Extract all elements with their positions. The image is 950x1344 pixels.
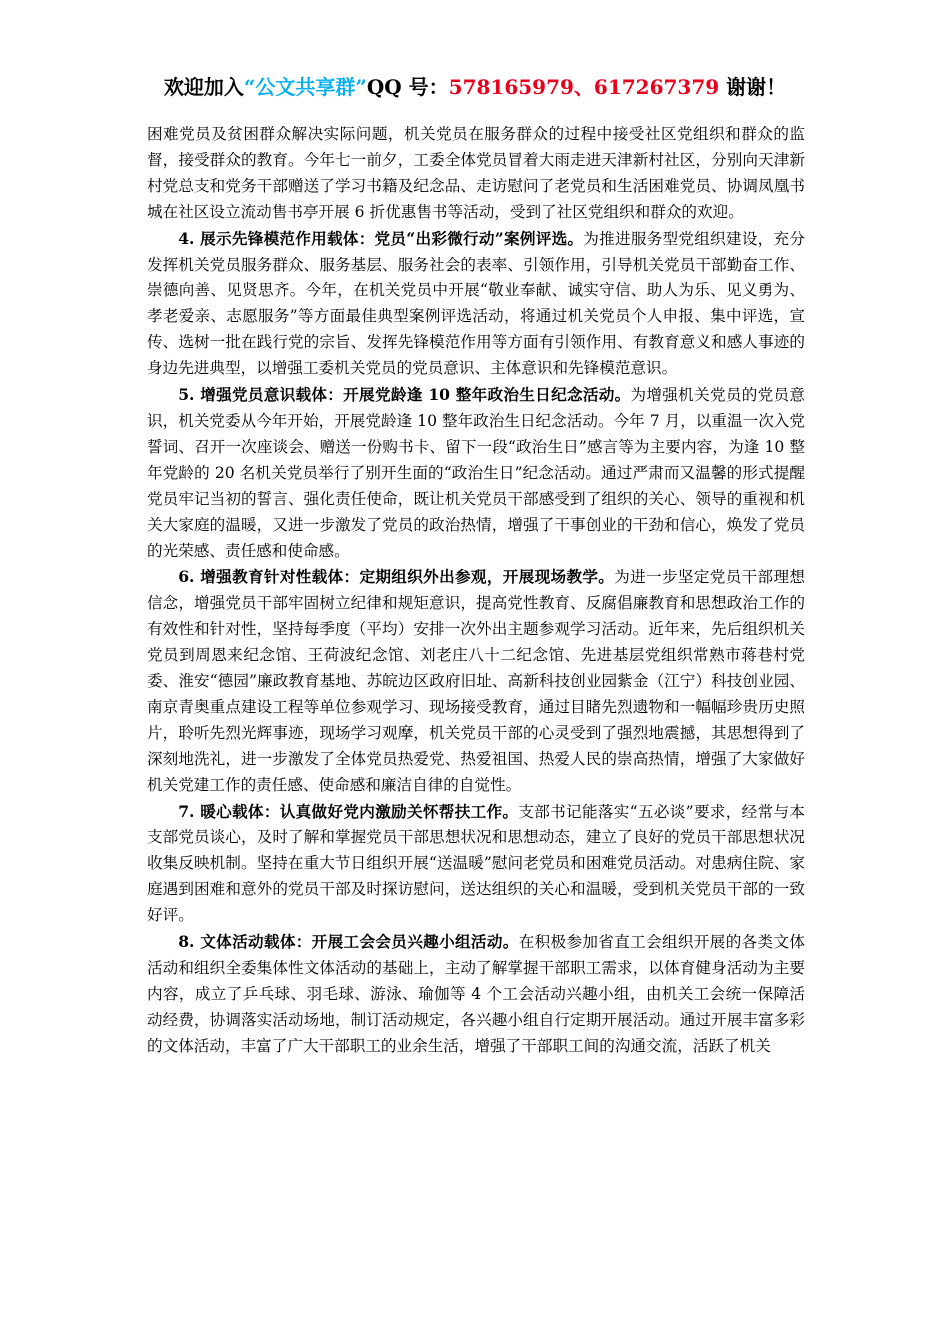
paragraph-text: 为推进服务型党组织建设，充分发挥机关党员服务群众、服务基层、服务社会的表率、引领作用，引导机关党员干部勤奋工作、崇德向善、见贤思齐。今年，在机关党员中开展“敬业奉献、诚实守信、助人为乐、见义勇为、孝老爱亲、志愿服务”等方面最佳典型案例评选活动，将通过机关党员个人申报、集中评选，宣传、选树一批在践行党的宗旨、发挥先锋模范作用等方面有引领作用、有教育意义和感人事迹的身边先进典型，以增强工委机关党员的党员意识、主体意识和先锋模范意识。 (147, 229, 805, 378)
paragraph-item-8 (147, 929, 805, 1060)
paragraph-text: 为进一步坚定党员干部理想信念，增强党员干部牢固树立纪律和规矩意识，提高党性教育、反腐倡廉教育和思想政治工作的有效性和针对性，坚持每季度（平均）安排一次外出主题参观学习活动。近年来，先后组织机关党员到周恩来纪念馆、王荷波纪念馆、刘老庄八十二纪念馆、先进基层党组织常熟市蒋巷村党委、淮安“德园”廉政教育基地、苏皖边区政府旧址、高新科技创业园紫金（江宁）科技创业园、南京青奥重点建设工程等单位参观学习、现场接受教育，通过目睹先烈遗物和一幅幅珍贵历史照片，聆听先烈光辉事迹，现场学习观摩，机关党员干部的心灵受到了强烈地震撼，其思想得到了深刻地洗礼，进一步激发了全体党员热爱党、热爱祖国、热爱人民的崇高热情，增强了大家做好机关党建工作的责任感、使命感和廉洁自律的自觉性。 (147, 568, 805, 794)
paragraph-heading: 6. 增强教育针对性载体：定期组织外出参观，开展现场教学。 (178, 567, 615, 587)
header-qq-numbers: 578165979、617267379 (448, 75, 720, 99)
header-suffix: 谢谢！ (719, 75, 787, 99)
header-qq-label: QQ 号： (366, 75, 449, 99)
document-body (147, 122, 805, 1060)
paragraph-heading: 7. 暖心载体：认真做好党内激励关怀帮扶工作。 (178, 801, 519, 821)
paragraph-heading: 5. 增强党员意识载体：开展党龄逢 10 整年政治生日纪念活动。 (178, 385, 631, 405)
paragraph-item-4 (147, 226, 805, 382)
header-prefix: 欢迎加入 (163, 75, 244, 99)
paragraph-heading: 4. 展示先锋模范作用载体：党员“出彩微行动”案例评选。 (178, 228, 584, 248)
paragraph-text: 困难党员及贫困群众解决实际问题，机关党员在服务群众的过程中接受社区党组织和群众的监督，接受群众的教育。今年七一前夕，工委全体党员冒着大雨走进天津新村社区，分别向天津新村党总支和党务干部赠送了学习书籍及纪念品、走访慰问了老党员和生活困难党员、协调凤凰书城在社区设立流动售书亭开展 6 折优惠售书等活动，受到了社区党组织和群众的欢迎。 (147, 125, 805, 221)
paragraph-heading: 8. 文体活动载体：开展工会会员兴趣小组活动。 (178, 932, 519, 952)
paragraph-text: 在积极参加省直工会组织开展的各类文体活动和组织全委集体性文体活动的基础上，主动了解掌握干部职工需求，以体育健身活动为主要内容，成立了乒乓球、羽毛球、游泳、瑜伽等 4 个工会活动兴趣小组，由机关工会统一保障活动经费，协调落实活动场地，制订活动规定，各兴趣小组自行定期开展活动。通过开展丰富多彩的文体活动，丰富了广大干部职工的业余生活，增强了干部职工间的沟通交流，活跃了机关 (147, 933, 805, 1055)
paragraph-continued (147, 122, 805, 226)
paragraph-text: 为增强机关党员的党员意识，机关党委从今年开始，开展党龄逢 10 整年政治生日纪念活动。今年 7 月，以重温一次入党誓词、召开一次座谈会、赠送一份购书卡、留下一段“政治生日”感言等为主要内容，为逢 10 整年党龄的 20 名机关党员举行了别开生面的“政治生日”纪念活动。通过严肃而又温馨的形式提醒党员牢记当初的誓言、强化责任使命，既让机关党员干部感受到了组织的关心、领导的重视和机关大家庭的温暖，又进一步激发了党员的政治热情，增强了干事创业的干劲和信心，焕发了党员的光荣感、责任感和使命感。 (147, 386, 805, 560)
paragraph-item-7 (147, 799, 805, 930)
header-group-name: “公文共享群” (243, 75, 367, 99)
paragraph-item-5 (147, 382, 805, 564)
page-header-banner (0, 73, 950, 101)
paragraph-item-6 (147, 564, 805, 798)
paragraph-text: 支部书记能落实“五必谈”要求，经常与本支部党员谈心，及时了解和掌握党员干部思想状况和思想动态，建立了良好的党员干部思想状况收集反映机制。坚持在重大节日组织开展“送温暖”慰问老党员和困难党员活动。对患病住院、家庭遇到困难和意外的党员干部及时探访慰问，送达组织的关心和温暖，受到机关党员干部的一致好评。 (147, 802, 805, 925)
